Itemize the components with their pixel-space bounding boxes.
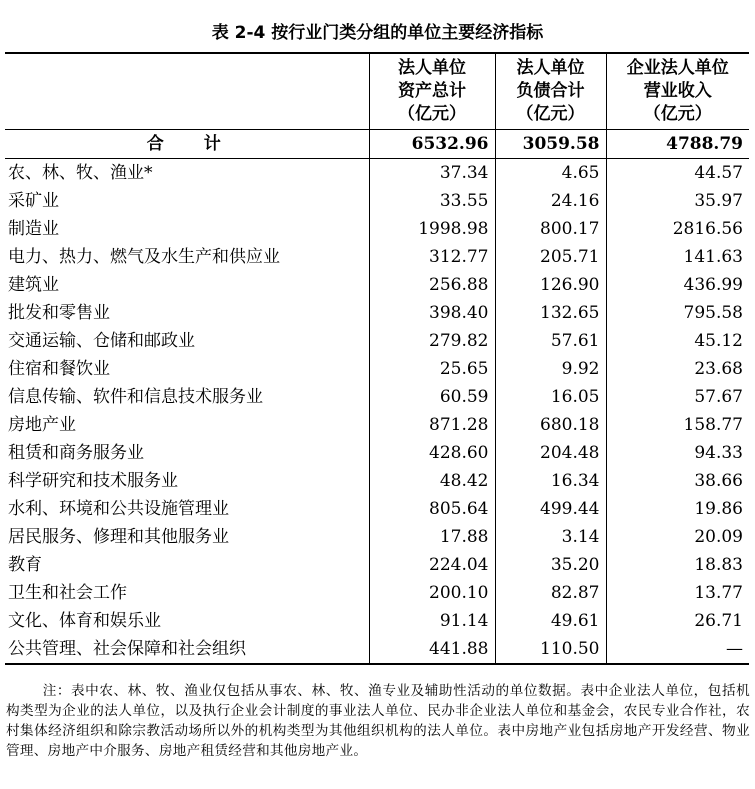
industry-cell: 租赁和商务服务业: [8, 443, 144, 463]
industry-cell: 文化、体育和娱乐业: [8, 611, 161, 631]
revenue-cell: 13.77: [606, 579, 749, 607]
revenue-cell: 57.67: [606, 383, 749, 411]
industry-cell: 采矿业: [8, 191, 59, 211]
table-row: [5, 411, 749, 439]
liabilities-cell: 35.20: [495, 551, 606, 579]
total-label: 合计: [5, 130, 369, 159]
industry-cell: 建筑业: [8, 275, 59, 295]
revenue-cell: 44.57: [606, 159, 749, 188]
header-line: （亿元）: [516, 104, 585, 124]
industry-cell: 居民服务、修理和其他服务业: [8, 527, 229, 547]
assets-cell: 33.55: [369, 187, 495, 215]
header-line: 法人单位: [516, 58, 585, 78]
assets-cell: 428.60: [369, 439, 495, 467]
industry-cell: 制造业: [8, 219, 59, 239]
total-liabilities: 3059.58: [495, 130, 606, 159]
industry-cell: 住宿和餐饮业: [8, 359, 110, 379]
table-row: [5, 271, 749, 299]
liabilities-cell: 24.16: [495, 187, 606, 215]
revenue-cell: 795.58: [606, 299, 749, 327]
table-note: 注：表中农、林、牧、渔业仅包括从事农、林、牧、渔专业及辅助性活动的单位数据。表中企业法人单位，包括机构类型为企业的法人单位，以及执行企业会计制度的事业法人单位、民办非企业法人单位和基金会，农民专业合作社，农村集体经济组织和除宗教活动场所以外的机构类型为其他组织机构的法人单位。表中房地产业包括房地产开发经营、物业管理、房地产中介服务、房地产租赁经营和其他房地产业。: [6, 683, 750, 759]
industry-cell: 水利、环境和公共设施管理业: [8, 499, 229, 519]
total-row: [5, 130, 749, 159]
revenue-cell: 23.68: [606, 355, 749, 383]
table-body: [5, 130, 749, 665]
assets-cell: 25.65: [369, 355, 495, 383]
table-row: [5, 327, 749, 355]
header-line: 负债合计: [516, 81, 585, 101]
assets-cell: 805.64: [369, 495, 495, 523]
table-row: [5, 243, 749, 271]
revenue-cell: 26.71: [606, 607, 749, 635]
assets-cell: 398.40: [369, 299, 495, 327]
industry-cell: 农、林、牧、渔业*: [8, 163, 153, 183]
liabilities-cell: 4.65: [495, 159, 606, 188]
liabilities-cell: 57.61: [495, 327, 606, 355]
liabilities-cell: 16.05: [495, 383, 606, 411]
industry-cell: 电力、热力、燃气及水生产和供应业: [8, 247, 280, 267]
table-row: [5, 495, 749, 523]
assets-cell: 256.88: [369, 271, 495, 299]
revenue-cell: 38.66: [606, 467, 749, 495]
header-row: [5, 53, 749, 130]
total-revenue: 4788.79: [606, 130, 749, 159]
assets-cell: 48.42: [369, 467, 495, 495]
table-row: [5, 299, 749, 327]
header-line: （亿元）: [398, 104, 466, 124]
assets-cell: 871.28: [369, 411, 495, 439]
liabilities-cell: 16.34: [495, 467, 606, 495]
liabilities-cell: 499.44: [495, 495, 606, 523]
liabilities-cell: 680.18: [495, 411, 606, 439]
industry-cell: 房地产业: [8, 415, 76, 435]
industry-cell: 卫生和社会工作: [8, 583, 127, 603]
liabilities-cell: 3.14: [495, 523, 606, 551]
industry-cell: 教育: [8, 555, 42, 575]
header-liabilities: [495, 53, 606, 130]
liabilities-cell: 49.61: [495, 607, 606, 635]
table-row: [5, 607, 749, 635]
revenue-cell: 35.97: [606, 187, 749, 215]
table-row: [5, 383, 749, 411]
liabilities-cell: 204.48: [495, 439, 606, 467]
economic-indicators-table: [5, 52, 749, 665]
revenue-cell: —: [606, 635, 749, 664]
table-row: [5, 159, 749, 188]
revenue-cell: 158.77: [606, 411, 749, 439]
revenue-cell: 94.33: [606, 439, 749, 467]
table-row: [5, 635, 749, 664]
liabilities-cell: 110.50: [495, 635, 606, 664]
total-assets: 6532.96: [369, 130, 495, 159]
header-revenue: [606, 53, 749, 130]
revenue-cell: 436.99: [606, 271, 749, 299]
revenue-cell: 18.83: [606, 551, 749, 579]
assets-cell: 37.34: [369, 159, 495, 188]
header-line: 企业法人单位: [626, 58, 729, 78]
table-row: [5, 523, 749, 551]
table-row: [5, 187, 749, 215]
table-title: 表 2-4 按行业门类分组的单位主要经济指标: [211, 23, 544, 43]
assets-cell: 1998.98: [369, 215, 495, 243]
header-line: 营业收入: [643, 81, 712, 101]
table-row: [5, 467, 749, 495]
industry-cell: 交通运输、仓储和邮政业: [8, 331, 195, 351]
table-row: [5, 355, 749, 383]
revenue-cell: 2816.56: [606, 215, 749, 243]
table-row: [5, 215, 749, 243]
revenue-cell: 45.12: [606, 327, 749, 355]
liabilities-cell: 9.92: [495, 355, 606, 383]
revenue-cell: 141.63: [606, 243, 749, 271]
liabilities-cell: 132.65: [495, 299, 606, 327]
assets-cell: 60.59: [369, 383, 495, 411]
industry-cell: 科学研究和技术服务业: [8, 471, 178, 491]
industry-cell: 公共管理、社会保障和社会组织: [5, 635, 369, 664]
revenue-cell: 20.09: [606, 523, 749, 551]
assets-cell: 441.88: [369, 635, 495, 664]
industry-cell: 批发和零售业: [8, 303, 110, 323]
table-row: [5, 439, 749, 467]
assets-cell: 312.77: [369, 243, 495, 271]
table-row: [5, 579, 749, 607]
table-row: [5, 551, 749, 579]
assets-cell: 224.04: [369, 551, 495, 579]
header-industry: [5, 53, 369, 130]
header-line: 资产总计: [398, 81, 466, 101]
header-line: 法人单位: [398, 58, 466, 78]
liabilities-cell: 205.71: [495, 243, 606, 271]
liabilities-cell: 82.87: [495, 579, 606, 607]
liabilities-cell: 800.17: [495, 215, 606, 243]
assets-cell: 279.82: [369, 327, 495, 355]
revenue-cell: 19.86: [606, 495, 749, 523]
header-line: （亿元）: [643, 104, 712, 124]
liabilities-cell: 126.90: [495, 271, 606, 299]
header-assets: [369, 53, 495, 130]
assets-cell: 200.10: [369, 579, 495, 607]
industry-cell: 信息传输、软件和信息技术服务业: [8, 387, 263, 407]
assets-cell: 91.14: [369, 607, 495, 635]
assets-cell: 17.88: [369, 523, 495, 551]
